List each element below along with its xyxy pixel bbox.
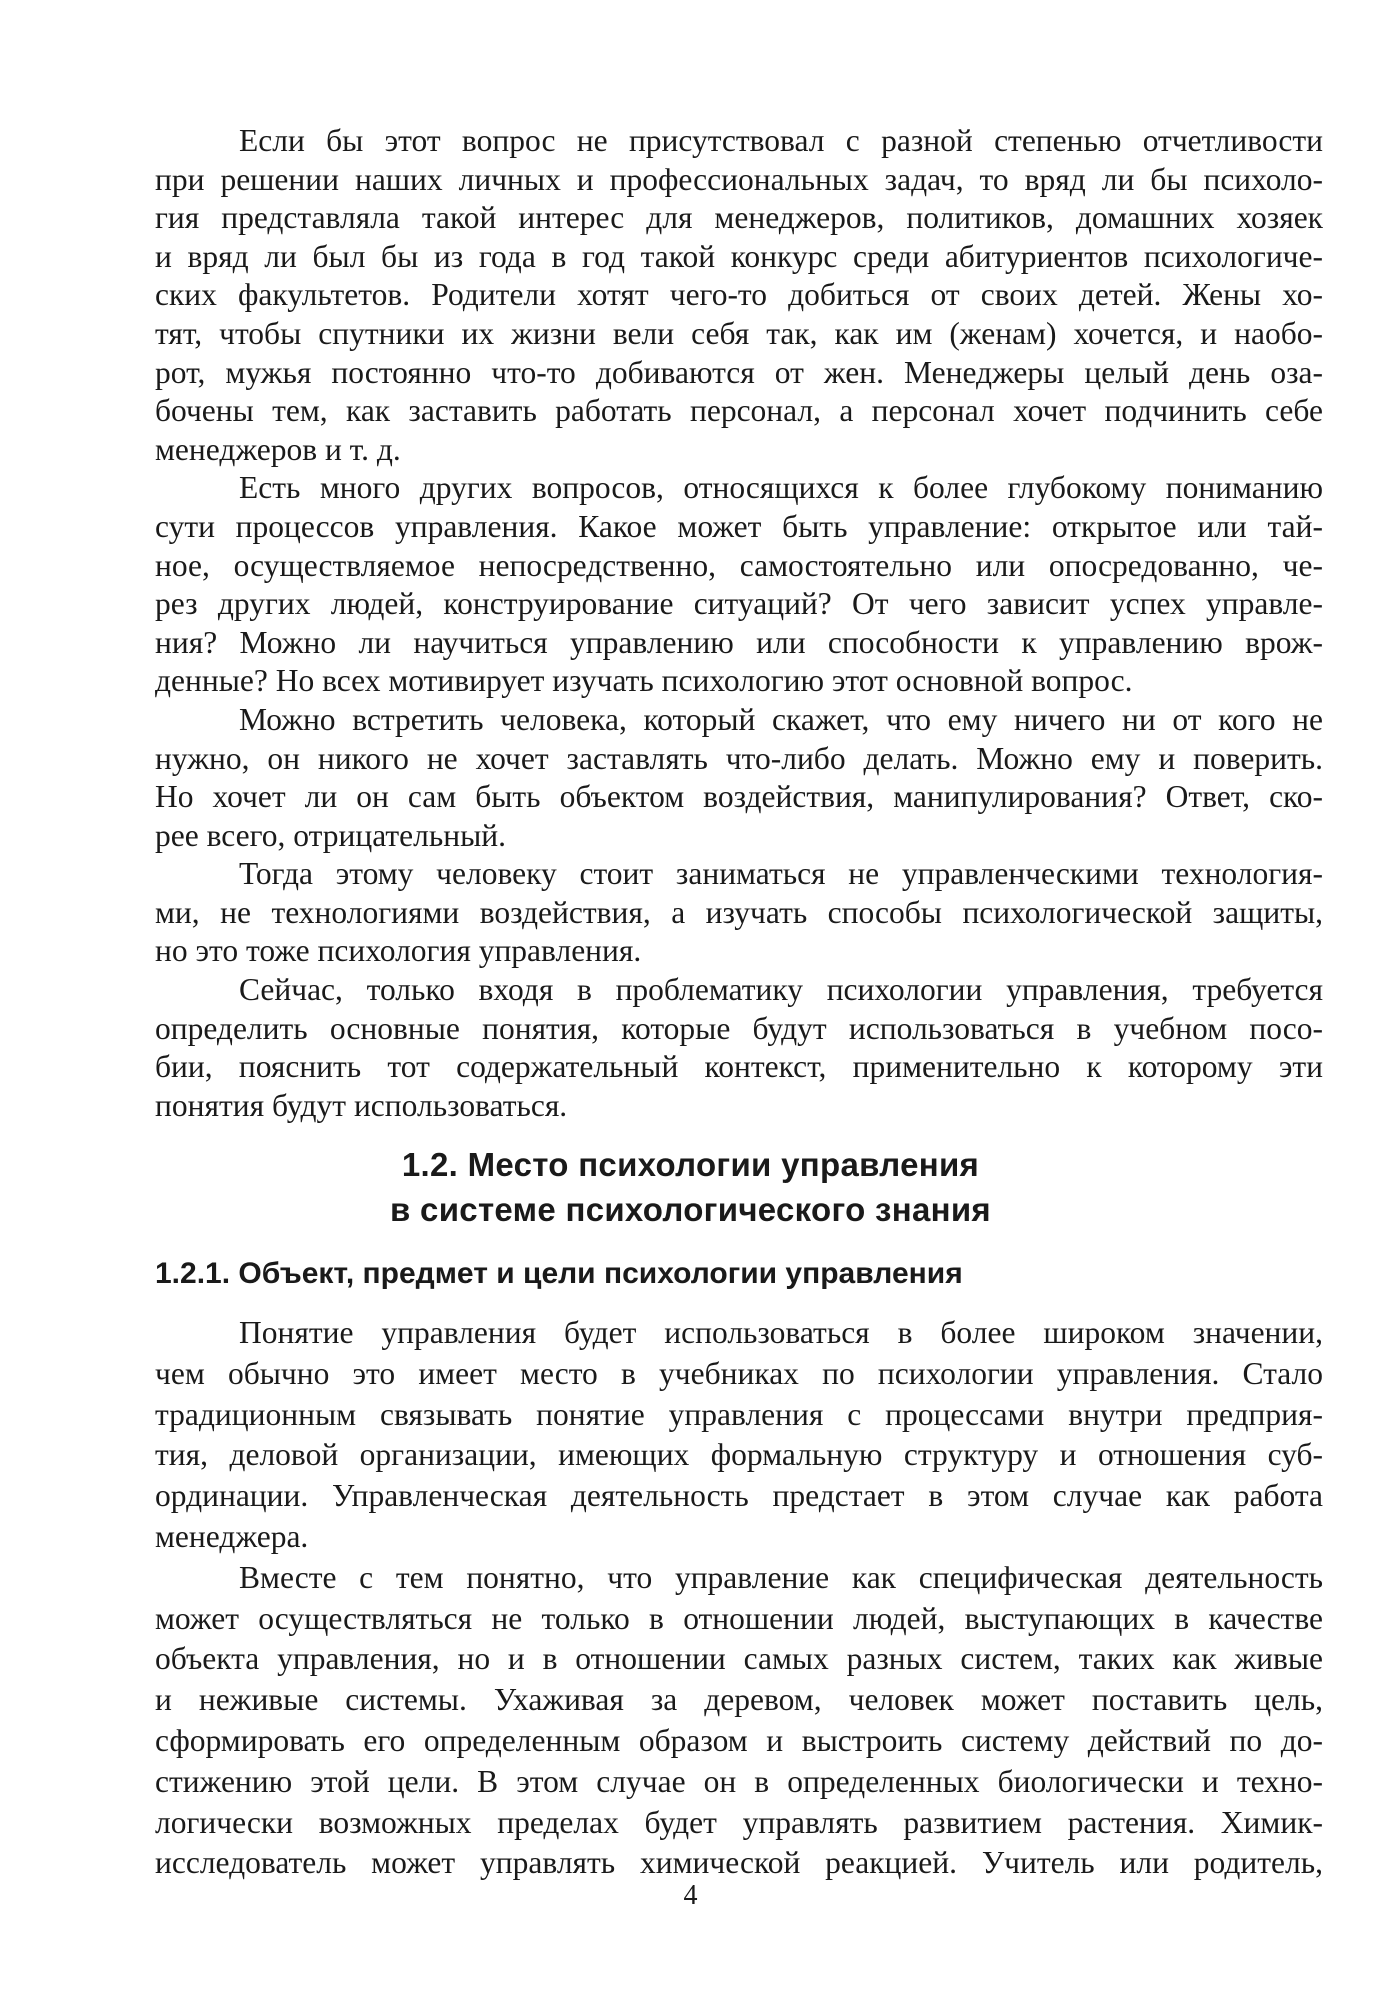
paragraph-line: нужно, он никого не хочет заставлять что-либо делать. Можно ему и поверить. [155, 740, 1323, 776]
paragraph-line: может осуществляться не только в отношении людей, выступающих в качестве [155, 1600, 1323, 1636]
paragraph-line: денные? Но всех мотивирует изучать психологию этот основной вопрос. [155, 663, 1133, 699]
paragraph-line: менеджеров и т. д. [155, 431, 401, 467]
paragraph-line: Можно встретить человека, который скажет, что ему ничего ни от кого не [239, 701, 1323, 737]
paragraph-line: рез других людей, конструирование ситуаций? От чего зависит успех управле- [155, 586, 1323, 622]
paragraph-line: и неживые системы. Ухаживая за деревом, человек может поставить цель, [155, 1682, 1323, 1718]
paragraph-line: но это тоже психология управления. [155, 933, 642, 969]
paragraph-line: исследователь может управлять химической реакцией. Учитель или родитель, [155, 1845, 1323, 1881]
paragraph-line: Понятие управления будет использоваться в более широком значении, [239, 1315, 1323, 1350]
paragraph-line: объекта управления, но и в отношении самых разных систем, таких как живые [155, 1641, 1323, 1677]
page-number: 4 [683, 1880, 698, 1911]
paragraph-line: традиционным связывать понятие управления с процессами внутри предприя- [155, 1396, 1323, 1432]
paragraph-line: Есть много других вопросов, относящихся к более глубокому пониманию [239, 470, 1323, 506]
paragraph-line: понятия будут использоваться. [155, 1087, 568, 1123]
section-title-line-2: в системе психологического знания [390, 1191, 991, 1228]
paragraph-line: ное, осуществляемое непосредственно, самостоятельно или опосредованно, че- [155, 547, 1323, 583]
paragraph-line: ния? Можно ли научиться управлению или способности к управлению врож- [155, 624, 1323, 660]
paragraph-line: Сейчас, только входя в проблематику психологии управления, требуется [239, 972, 1323, 1008]
paragraph-line: менеджера. [155, 1518, 309, 1554]
paragraph-line: бочены тем, как заставить работать персонал, а персонал хочет подчинить себе [155, 393, 1323, 429]
paragraph-line: Вместе с тем понятно, что управление как специфическая деятельность [239, 1559, 1323, 1595]
paragraph-line: и вряд ли был бы из года в год такой конкурс среди абитуриентов психологиче- [155, 238, 1323, 274]
paragraph-line: определить основные понятия, которые будут использоваться в учебном посо- [155, 1010, 1323, 1046]
paragraph-line: ми, не технологиями воздействия, а изучать способы психологической защиты, [155, 894, 1323, 930]
paragraph-line: тят, чтобы спутники их жизни вели себя так, как им (женам) хочется, и наобо- [155, 315, 1323, 351]
paragraph-line: Тогда этому человеку стоит заниматься не управленческими технология- [239, 856, 1323, 892]
paragraph-line: гия представляла такой интерес для менеджеров, политиков, домашних хозяек [155, 200, 1323, 236]
paragraph-line: сформировать его определенным образом и выстроить систему действий по до- [155, 1722, 1323, 1758]
section-title-line-1: 1.2. Место психологии управления [401, 1146, 980, 1183]
text-block-bottom [155, 1313, 1323, 1884]
paragraph-line: тия, деловой организации, имеющих формальную структуру и отношения суб- [155, 1437, 1323, 1473]
paragraph-line: при решении наших личных и профессиональных задач, то вряд ли бы психоло- [155, 161, 1323, 197]
paragraph-line: ских факультетов. Родители хотят чего-то добиться от своих детей. Жены хо- [155, 277, 1323, 313]
paragraph-line: рот, мужья постоянно что-то добиваются от жен. Менеджеры целый день оза- [155, 354, 1323, 390]
text-block-top [155, 122, 1323, 1125]
subsection-title: 1.2.1. Объект, предмет и цели психологии управления [155, 1257, 963, 1290]
paragraph-line: Если бы этот вопрос не присутствовал с разной степенью отчетливости [239, 123, 1323, 158]
paragraph-line: ординации. Управленческая деятельность предстает в этом случае как работа [155, 1478, 1323, 1514]
paragraph-line: Но хочет ли он сам быть объектом воздействия, манипулирования? Ответ, ско- [155, 779, 1323, 815]
paragraph-line: бии, пояснить тот содержательный контекст, применительно к которому эти [155, 1049, 1323, 1085]
paragraph-line: рее всего, отрицательный. [155, 817, 506, 853]
paragraph-line: стижению этой цели. В этом случае он в определенных биологически и техно- [155, 1763, 1323, 1799]
paragraph-line: чем обычно это имеет место в учебниках по психологии управления. Стало [155, 1355, 1323, 1391]
paragraph-line: сути процессов управления. Какое может быть управление: открытое или тай- [155, 508, 1323, 544]
paragraph-line: логически возможных пределах будет управлять развитием растения. Химик- [155, 1804, 1323, 1840]
